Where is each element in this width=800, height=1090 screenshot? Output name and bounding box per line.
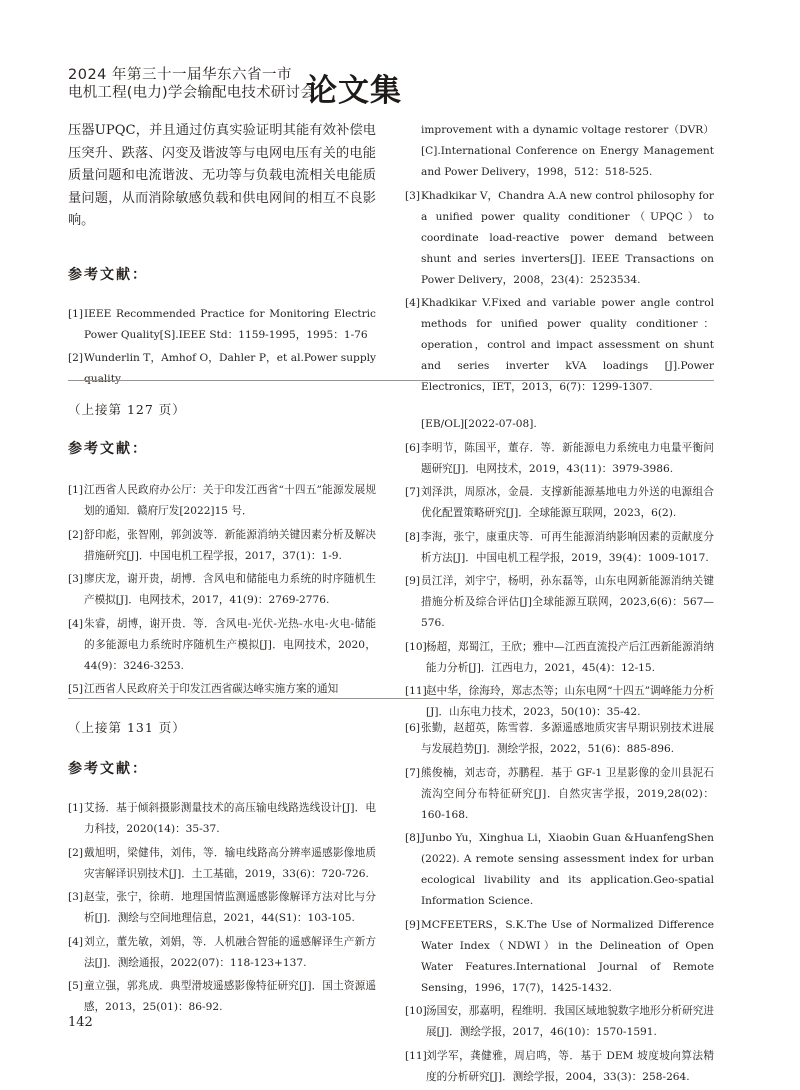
reference-number: [1] (68, 307, 84, 320)
reference-item (405, 763, 714, 826)
reference-item (405, 293, 714, 398)
reference-continuation: improvement with a dynamic voltage restorer（DVR）[C].International Conference on Energy Management and Power Delivery，1998，512：518-525. (421, 124, 714, 178)
top-right-column (405, 120, 714, 401)
reference-item (405, 718, 714, 760)
reference-text: 廖庆龙，谢开贵，胡博．含风电和储能电力系统的时序随机生产模拟[J]．电网技术，2017，41(9)：2769-2776. (84, 573, 376, 606)
reference-number: [8] (405, 832, 421, 844)
references-heading: 参考文献： (68, 761, 148, 777)
reference-item (405, 1046, 714, 1088)
reference-number: [1] (68, 484, 84, 496)
reference-item (68, 614, 376, 677)
reference-item (68, 480, 376, 522)
reference-text: 舒印彪，张智刚，郭剑波等．新能源消纳关键因素分析及解决措施研究[J]．中国电机工程学报，2017，37(1)：1-9. (84, 528, 376, 562)
reference-item (68, 679, 376, 700)
reference-text: 熊俊楠，刘志奇，苏鹏程．基于 GF-1 卫星影像的金川县泥石流沟空间分布特征研究[J]．自然灾害学报，2019,28(02)：160-168. (421, 766, 714, 821)
reference-item (405, 681, 714, 723)
reference-item (68, 304, 376, 346)
reference-text: Wunderlin T，Amhof O，Dahler P，et al.Power supply quality (84, 352, 376, 385)
reference-item (68, 932, 376, 974)
reference-text: Junbo Yu，Xinghua Li，Xiaobin Guan &HuanfengShen (2022). A remote sensing assessment index for urban ecological livability and its application.Geo-spatial Information Science. (421, 832, 714, 907)
references-heading: 参考文献： (68, 266, 148, 283)
reference-number: [11] (405, 1049, 427, 1062)
conference-title-line2: 电机工程(电力)学会输配电技术研讨会 (68, 85, 315, 101)
conference-title-line1: 2024 年第三十一届华东六省一市 (68, 67, 293, 83)
section-divider (68, 698, 714, 699)
reference-number: [7] (405, 486, 421, 498)
bottom-left-column (68, 718, 376, 1021)
reference-number: [8] (405, 530, 421, 543)
reference-number: [3] (68, 891, 84, 903)
references-heading: 参考文献： (68, 441, 148, 457)
reference-item (405, 1001, 714, 1043)
reference-number: [7] (405, 766, 421, 779)
reference-text: 戴旭明，梁健伟，刘伟，等．输电线路高分辨率遥感影像地质灾害解译识别技术[J]．土工基础，2019，33(6)：720-726. (84, 846, 376, 880)
reference-number: [2] (68, 352, 84, 364)
reference-list (68, 304, 376, 391)
reference-text: Khadkikar V.Fixed and variable power angle control methods for unified power quality conditioner：operation，control and impact assessment on shunt and series inverter kVA loadings [J].Power Electronics，IET，2013，6(7)：1299-1307. (421, 297, 714, 393)
reference-item (405, 482, 714, 524)
reference-item (68, 569, 376, 611)
reference-number: [6] (405, 441, 421, 454)
reference-number: [10] (405, 1005, 427, 1017)
reference-number: [4] (68, 617, 84, 630)
reference-item (68, 525, 376, 567)
reference-number: [5] (68, 980, 84, 992)
reference-text: 汤国安，那嘉明，程维明．我国区域地貌数字地形分析研究进展[J]．测绘学报，2017，46(10)：1570-1591. (426, 1005, 714, 1038)
reference-number: [10] (405, 640, 427, 653)
reference-number: [6] (405, 722, 421, 734)
body-paragraph: 压器UPQC，并且通过仿真实验证明其能有效补偿电压突升、跌落、闪变及谐波等与电网电压有关的电能质量问题和电流谐波、无功等与负载电流相关电能质量问题，从而消除敏感负载和供电网间的相互不良影响。 (68, 123, 376, 228)
reference-text: 杨超，郑蜀江，王欣；雅中—江西直流投产后江西新能源消纳能力分析[J]．江西电力，2021，45(4)：12-15. (426, 640, 714, 674)
reference-item (68, 843, 376, 885)
reference-item (68, 348, 376, 390)
reference-text: 刘立，董先敏，刘娟，等．人机融合智能的遥感解译生产新方法[J]．测绘通报，2022(07)：118-123+137. (84, 935, 376, 969)
reference-number: [5] (68, 683, 84, 695)
bottom-right-column (405, 718, 714, 1090)
reference-continuation: [EB/OL][2022-07-08]. (421, 418, 537, 430)
reference-text: 赵莹，张宁，徐萌．地理国情监测遥感影像解译方法对比与分析[J]．测绘与空间地理信息，2021，44(S1)：103-105. (84, 891, 376, 924)
reference-text: 童立强，郭兆成．典型滑坡遥感影像特征研究[J]．国土资源遥感，2013，25(01)：86-92. (84, 980, 376, 1013)
reference-text: 江西省人民政府办公厅：关于印发江西省“十四五”能源发展规划的通知．赣府厅发[2022]15 号． (84, 484, 376, 517)
top-left-column (68, 120, 376, 393)
middle-right-column (405, 414, 714, 726)
reference-text: 朱睿，胡博，谢开贵．等．含风电-光伏-光热-水电-火电-储能的多能源电力系统时序随机生产模拟[J]．电网技术，2020，44(9)：3246-3253. (84, 617, 376, 672)
reference-item (405, 186, 714, 291)
reference-number: [4] (68, 935, 84, 948)
reference-list (68, 798, 376, 1018)
reference-item (405, 438, 714, 480)
reference-text: MCFEETERS，S.K.The Use of Normalized Difference Water Index（NDWI）in the Delineation of Open Water Features.International Journal of Remote Sensing，1996，17(7)，1425-1432. (421, 918, 714, 994)
reference-item (405, 637, 714, 679)
reference-text: 刘泽洪，周原冰，金晨．支撑新能源基地电力外送的电源组合优化配置策略研究[J]．全球能源互联网，2023，6(2). (421, 486, 714, 519)
reference-number: [3] (405, 189, 421, 202)
reference-text: IEEE Recommended Practice for Monitoring Electric Power Quality[S].IEEE Std：1159-1995，1995：1-76 (84, 307, 376, 341)
reference-item (405, 915, 714, 999)
reference-number: [2] (68, 528, 84, 541)
continued-from-note: （上接第 131 页） (68, 720, 186, 735)
reference-item (405, 571, 714, 634)
reference-text: 张勤，赵超英，陈雪蓉．多源遥感地质灾害早期识别技术进展与发展趋势[J]．测绘学报，2022，51(6)：885-896. (421, 722, 714, 755)
reference-text: 员江洋，刘宇宁，杨明，孙东磊等，山东电网新能源消纳关键措施分析及综合评估[J]全球能源互联网，2023,6(6)：567—576. (421, 575, 714, 629)
reference-item (405, 828, 714, 912)
reference-number: [9] (405, 575, 421, 587)
reference-item (405, 527, 714, 569)
reference-text: Khadkikar V，Chandra A.A new control philosophy for a unified power quality conditioner（UPQC）to coordinate load-reactive power demand between shunt and series inverters[J]. IEEE Transactions on Power Delivery，2008，23(4)：2523534. (421, 189, 714, 286)
reference-text: 艾扬．基于倾斜摄影测量技术的高压输电线路选线设计[J]．电力科技，2020(14)：35-37. (84, 802, 376, 835)
reference-list (68, 480, 376, 700)
reference-text: 李海，张宁，康重庆等．可再生能源消纳影响因素的贡献度分析方法[J]．中国电机工程学报，2019，39(4)：1009-1017. (421, 530, 714, 564)
reference-number: [3] (68, 573, 84, 585)
reference-item (68, 798, 376, 840)
page-number: 142 (68, 1015, 93, 1030)
middle-left-column (68, 400, 376, 703)
reference-number: [9] (405, 918, 421, 931)
reference-text: 李明节，陈国平，董存．等．新能源电力系统电力电量平衡问题研究[J]．电网技术，2019，43(11)：3979-3986. (421, 441, 714, 475)
continued-from-note: （上接第 127 页） (68, 402, 186, 417)
reference-number: [1] (68, 802, 84, 814)
section-divider (68, 380, 714, 381)
reference-text: 赵中华，徐海玲，郑志杰等；山东电网“十四五”调峰能力分析[J]．山东电力技术，2023，50(10)：35-42. (426, 685, 714, 718)
proceedings-title: 论文集 (306, 73, 402, 109)
reference-text: 刘学军，龚健雅，周启鸣，等．基于 DEM 坡度坡向算法精度的分析研究[J]．测绘学报，2004，33(3)：258-264. (426, 1049, 714, 1083)
reference-text: 江西省人民政府关于印发江西省碳达峰实施方案的通知 (84, 683, 339, 695)
reference-item (68, 976, 376, 1018)
reference-number: [4] (405, 297, 421, 309)
reference-number: [2] (68, 846, 84, 859)
reference-item (68, 887, 376, 929)
reference-number: [11] (405, 685, 427, 697)
